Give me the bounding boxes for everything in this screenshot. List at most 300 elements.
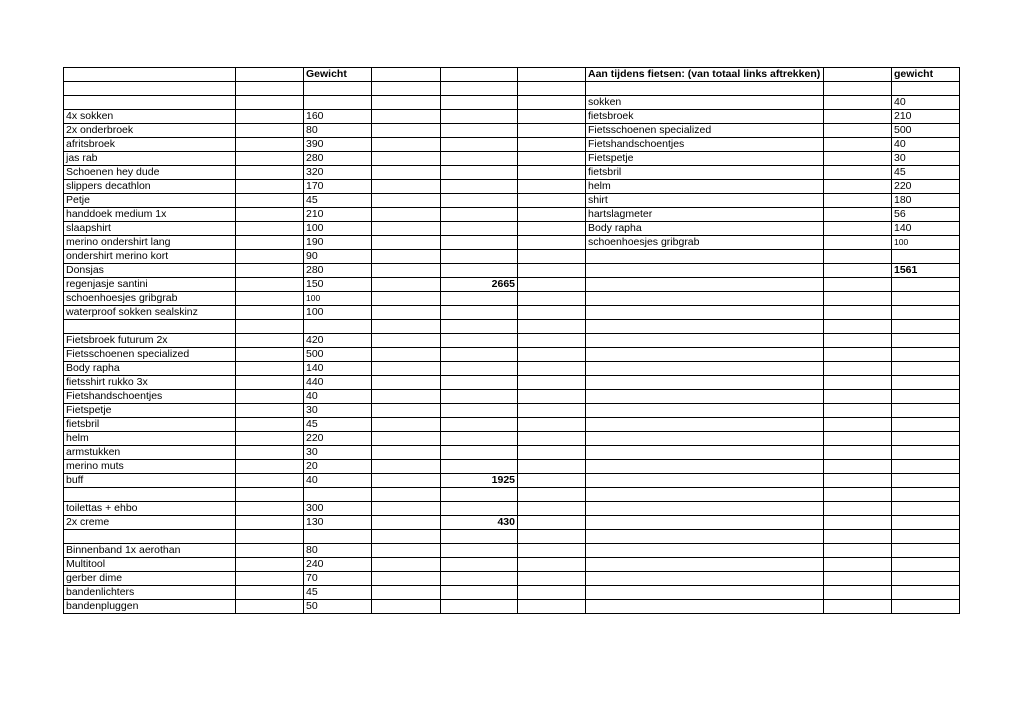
table-cell[interactable]	[236, 82, 304, 96]
table-cell[interactable]	[518, 474, 586, 488]
table-cell[interactable]	[372, 558, 441, 572]
table-cell[interactable]	[518, 250, 586, 264]
table-cell[interactable]: slippers decathlon	[64, 180, 236, 194]
table-cell[interactable]	[372, 110, 441, 124]
table-cell[interactable]: afritsbroek	[64, 138, 236, 152]
table-cell[interactable]: merino muts	[64, 460, 236, 474]
table-cell[interactable]	[441, 404, 518, 418]
table-cell[interactable]: Fietspetje	[64, 404, 236, 418]
table-cell[interactable]	[892, 306, 960, 320]
table-cell[interactable]: 40	[304, 390, 372, 404]
table-cell[interactable]	[236, 68, 304, 82]
table-cell[interactable]	[441, 418, 518, 432]
table-cell[interactable]: fietsbroek	[586, 110, 824, 124]
table-cell[interactable]	[586, 516, 824, 530]
table-cell[interactable]: 50	[304, 600, 372, 614]
table-cell[interactable]	[586, 264, 824, 278]
table-cell[interactable]	[518, 348, 586, 362]
table-cell[interactable]	[518, 460, 586, 474]
table-cell[interactable]: regenjasje santini	[64, 278, 236, 292]
table-cell[interactable]: 210	[304, 208, 372, 222]
table-cell[interactable]	[236, 278, 304, 292]
table-cell[interactable]: 1561	[892, 264, 960, 278]
table-cell[interactable]	[892, 474, 960, 488]
table-cell[interactable]	[372, 516, 441, 530]
table-cell[interactable]	[304, 96, 372, 110]
table-cell[interactable]	[824, 110, 892, 124]
table-cell[interactable]	[441, 334, 518, 348]
table-cell[interactable]	[586, 460, 824, 474]
table-cell[interactable]: Body rapha	[64, 362, 236, 376]
table-cell[interactable]	[518, 404, 586, 418]
table-cell[interactable]	[236, 166, 304, 180]
table-cell[interactable]	[236, 306, 304, 320]
table-cell[interactable]: 280	[304, 264, 372, 278]
table-cell[interactable]	[824, 96, 892, 110]
table-cell[interactable]	[586, 474, 824, 488]
table-cell[interactable]	[824, 306, 892, 320]
table-cell[interactable]	[518, 390, 586, 404]
table-cell[interactable]	[824, 124, 892, 138]
table-cell[interactable]	[236, 376, 304, 390]
table-cell[interactable]: helm	[586, 180, 824, 194]
table-cell[interactable]	[586, 586, 824, 600]
table-cell[interactable]	[236, 138, 304, 152]
table-cell[interactable]	[518, 180, 586, 194]
table-cell[interactable]	[892, 558, 960, 572]
table-cell[interactable]	[372, 488, 441, 502]
table-cell[interactable]	[372, 390, 441, 404]
table-cell[interactable]	[441, 236, 518, 250]
table-cell[interactable]	[892, 334, 960, 348]
table-cell[interactable]	[518, 600, 586, 614]
table-cell[interactable]	[236, 390, 304, 404]
table-cell[interactable]	[824, 82, 892, 96]
table-cell[interactable]	[824, 222, 892, 236]
table-cell[interactable]: shirt	[586, 194, 824, 208]
table-cell[interactable]	[236, 236, 304, 250]
table-cell[interactable]: Petje	[64, 194, 236, 208]
table-cell[interactable]	[372, 264, 441, 278]
table-cell[interactable]: 4x sokken	[64, 110, 236, 124]
table-cell[interactable]	[236, 110, 304, 124]
table-cell[interactable]	[236, 502, 304, 516]
table-cell[interactable]: Schoenen hey dude	[64, 166, 236, 180]
table-cell[interactable]	[586, 572, 824, 586]
table-cell[interactable]: fietsbril	[586, 166, 824, 180]
table-cell[interactable]	[441, 110, 518, 124]
table-cell[interactable]	[586, 404, 824, 418]
table-cell[interactable]: Fietshandschoentjes	[586, 138, 824, 152]
table-cell[interactable]	[824, 404, 892, 418]
table-cell[interactable]	[518, 82, 586, 96]
table-cell[interactable]	[824, 180, 892, 194]
table-cell[interactable]: hartslagmeter	[586, 208, 824, 222]
table-cell[interactable]: 80	[304, 544, 372, 558]
table-cell[interactable]	[441, 166, 518, 180]
table-cell[interactable]: 2665	[441, 278, 518, 292]
table-cell[interactable]	[236, 474, 304, 488]
table-cell[interactable]	[892, 418, 960, 432]
table-cell[interactable]	[824, 544, 892, 558]
table-cell[interactable]	[236, 320, 304, 334]
table-cell[interactable]	[518, 334, 586, 348]
table-cell[interactable]: merino ondershirt lang	[64, 236, 236, 250]
table-cell[interactable]	[824, 236, 892, 250]
table-cell[interactable]: Fietsschoenen specialized	[64, 348, 236, 362]
table-cell[interactable]: Multitool	[64, 558, 236, 572]
table-cell[interactable]: 390	[304, 138, 372, 152]
table-cell[interactable]	[518, 138, 586, 152]
table-cell[interactable]	[441, 446, 518, 460]
table-cell[interactable]	[64, 82, 236, 96]
table-cell[interactable]	[518, 320, 586, 334]
table-cell[interactable]	[824, 572, 892, 586]
table-cell[interactable]	[304, 488, 372, 502]
table-cell[interactable]	[518, 362, 586, 376]
table-cell[interactable]	[518, 558, 586, 572]
table-cell[interactable]	[372, 432, 441, 446]
table-cell[interactable]: helm	[64, 432, 236, 446]
table-cell[interactable]	[586, 306, 824, 320]
table-cell[interactable]	[824, 292, 892, 306]
table-cell[interactable]: 100	[304, 306, 372, 320]
table-cell[interactable]	[824, 68, 892, 82]
table-cell[interactable]	[441, 180, 518, 194]
table-cell[interactable]	[236, 572, 304, 586]
table-cell[interactable]: gewicht	[892, 68, 960, 82]
table-cell[interactable]	[372, 446, 441, 460]
table-cell[interactable]: 100	[304, 292, 372, 306]
table-cell[interactable]	[372, 96, 441, 110]
table-cell[interactable]	[236, 222, 304, 236]
table-cell[interactable]: Fietshandschoentjes	[64, 390, 236, 404]
table-cell[interactable]	[372, 236, 441, 250]
table-cell[interactable]	[586, 348, 824, 362]
table-cell[interactable]	[892, 376, 960, 390]
table-cell[interactable]	[518, 544, 586, 558]
table-cell[interactable]	[824, 250, 892, 264]
table-cell[interactable]	[824, 194, 892, 208]
table-cell[interactable]	[372, 180, 441, 194]
table-cell[interactable]: 70	[304, 572, 372, 586]
table-cell[interactable]	[892, 320, 960, 334]
table-cell[interactable]	[64, 68, 236, 82]
table-cell[interactable]	[892, 278, 960, 292]
table-cell[interactable]	[518, 530, 586, 544]
table-cell[interactable]	[824, 558, 892, 572]
table-cell[interactable]	[236, 404, 304, 418]
table-cell[interactable]	[372, 222, 441, 236]
table-cell[interactable]	[824, 152, 892, 166]
table-cell[interactable]	[824, 530, 892, 544]
table-cell[interactable]	[586, 558, 824, 572]
table-cell[interactable]	[892, 488, 960, 502]
table-cell[interactable]	[372, 82, 441, 96]
table-cell[interactable]	[824, 278, 892, 292]
table-cell[interactable]	[236, 334, 304, 348]
table-cell[interactable]: 170	[304, 180, 372, 194]
table-cell[interactable]	[441, 250, 518, 264]
table-cell[interactable]	[441, 600, 518, 614]
table-cell[interactable]	[372, 348, 441, 362]
table-cell[interactable]	[586, 544, 824, 558]
table-cell[interactable]	[236, 544, 304, 558]
table-cell[interactable]	[441, 460, 518, 474]
table-cell[interactable]	[518, 502, 586, 516]
table-cell[interactable]	[64, 488, 236, 502]
table-cell[interactable]: 100	[304, 222, 372, 236]
table-cell[interactable]: 500	[304, 348, 372, 362]
table-cell[interactable]	[372, 502, 441, 516]
table-cell[interactable]: Aan tijdens fietsen: (van totaal links aftrekken)	[586, 68, 824, 82]
table-cell[interactable]	[518, 222, 586, 236]
table-cell[interactable]	[824, 376, 892, 390]
table-cell[interactable]	[586, 502, 824, 516]
table-cell[interactable]: 320	[304, 166, 372, 180]
table-cell[interactable]	[236, 180, 304, 194]
table-cell[interactable]	[892, 460, 960, 474]
table-cell[interactable]	[236, 446, 304, 460]
table-cell[interactable]	[236, 96, 304, 110]
table-cell[interactable]	[518, 278, 586, 292]
table-cell[interactable]	[372, 124, 441, 138]
table-cell[interactable]	[372, 320, 441, 334]
table-cell[interactable]	[824, 334, 892, 348]
table-cell[interactable]	[236, 460, 304, 474]
table-cell[interactable]	[518, 418, 586, 432]
table-cell[interactable]	[586, 376, 824, 390]
table-cell[interactable]	[372, 600, 441, 614]
table-cell[interactable]	[236, 194, 304, 208]
table-cell[interactable]	[372, 138, 441, 152]
table-cell[interactable]	[441, 362, 518, 376]
table-cell[interactable]: 90	[304, 250, 372, 264]
table-cell[interactable]	[518, 208, 586, 222]
table-cell[interactable]	[824, 460, 892, 474]
table-cell[interactable]	[586, 446, 824, 460]
table-cell[interactable]	[518, 432, 586, 446]
table-cell[interactable]	[441, 376, 518, 390]
table-cell[interactable]	[892, 250, 960, 264]
table-cell[interactable]	[824, 516, 892, 530]
table-cell[interactable]	[372, 362, 441, 376]
table-cell[interactable]: Fietspetje	[586, 152, 824, 166]
table-cell[interactable]: 300	[304, 502, 372, 516]
table-cell[interactable]	[441, 222, 518, 236]
table-cell[interactable]	[824, 390, 892, 404]
table-cell[interactable]: 190	[304, 236, 372, 250]
table-cell[interactable]	[586, 488, 824, 502]
table-cell[interactable]	[372, 474, 441, 488]
table-cell[interactable]	[236, 530, 304, 544]
table-cell[interactable]	[824, 208, 892, 222]
table-cell[interactable]	[372, 208, 441, 222]
table-cell[interactable]	[441, 390, 518, 404]
table-cell[interactable]	[304, 320, 372, 334]
table-cell[interactable]: waterproof sokken sealskinz	[64, 306, 236, 320]
table-cell[interactable]	[586, 334, 824, 348]
table-cell[interactable]	[586, 418, 824, 432]
table-cell[interactable]: bandenpluggen	[64, 600, 236, 614]
table-cell[interactable]: 150	[304, 278, 372, 292]
table-cell[interactable]: 40	[304, 474, 372, 488]
table-cell[interactable]	[236, 558, 304, 572]
table-cell[interactable]	[372, 306, 441, 320]
table-cell[interactable]	[518, 264, 586, 278]
table-cell[interactable]	[824, 264, 892, 278]
table-cell[interactable]: handdoek medium 1x	[64, 208, 236, 222]
table-cell[interactable]	[236, 152, 304, 166]
table-cell[interactable]	[586, 530, 824, 544]
table-cell[interactable]: 210	[892, 110, 960, 124]
table-cell[interactable]	[518, 110, 586, 124]
table-cell[interactable]: jas rab	[64, 152, 236, 166]
table-cell[interactable]	[892, 82, 960, 96]
table-cell[interactable]: 80	[304, 124, 372, 138]
table-cell[interactable]	[586, 390, 824, 404]
table-cell[interactable]	[892, 390, 960, 404]
table-cell[interactable]	[236, 124, 304, 138]
table-cell[interactable]: 40	[892, 96, 960, 110]
table-cell[interactable]	[892, 544, 960, 558]
table-cell[interactable]	[892, 600, 960, 614]
table-cell[interactable]	[64, 320, 236, 334]
table-cell[interactable]: 30	[304, 404, 372, 418]
table-cell[interactable]	[304, 82, 372, 96]
table-cell[interactable]	[518, 488, 586, 502]
table-cell[interactable]	[441, 488, 518, 502]
table-cell[interactable]	[518, 194, 586, 208]
table-cell[interactable]	[892, 530, 960, 544]
table-cell[interactable]	[892, 432, 960, 446]
table-cell[interactable]	[236, 488, 304, 502]
table-cell[interactable]: Body rapha	[586, 222, 824, 236]
table-cell[interactable]	[441, 530, 518, 544]
table-cell[interactable]	[372, 334, 441, 348]
table-cell[interactable]	[372, 152, 441, 166]
table-cell[interactable]	[441, 124, 518, 138]
table-cell[interactable]: 280	[304, 152, 372, 166]
table-cell[interactable]	[441, 152, 518, 166]
table-cell[interactable]: 45	[304, 418, 372, 432]
table-cell[interactable]: 140	[304, 362, 372, 376]
table-cell[interactable]: Donsjas	[64, 264, 236, 278]
table-cell[interactable]: 420	[304, 334, 372, 348]
table-cell[interactable]: fietsbril	[64, 418, 236, 432]
table-cell[interactable]: 100	[892, 236, 960, 250]
table-cell[interactable]: gerber dime	[64, 572, 236, 586]
table-cell[interactable]: 130	[304, 516, 372, 530]
table-cell[interactable]	[236, 418, 304, 432]
table-cell[interactable]	[372, 586, 441, 600]
table-cell[interactable]: 45	[304, 194, 372, 208]
table-cell[interactable]	[518, 446, 586, 460]
table-cell[interactable]	[892, 572, 960, 586]
table-cell[interactable]	[372, 278, 441, 292]
table-cell[interactable]	[236, 348, 304, 362]
table-cell[interactable]: 56	[892, 208, 960, 222]
table-cell[interactable]	[236, 264, 304, 278]
table-cell[interactable]	[518, 124, 586, 138]
table-cell[interactable]	[892, 502, 960, 516]
table-cell[interactable]	[441, 68, 518, 82]
table-cell[interactable]	[586, 250, 824, 264]
table-cell[interactable]	[518, 586, 586, 600]
table-cell[interactable]	[236, 516, 304, 530]
table-cell[interactable]: 160	[304, 110, 372, 124]
table-cell[interactable]: fietsshirt rukko 3x	[64, 376, 236, 390]
table-cell[interactable]: sokken	[586, 96, 824, 110]
table-cell[interactable]: 240	[304, 558, 372, 572]
table-cell[interactable]: buff	[64, 474, 236, 488]
table-cell[interactable]	[586, 82, 824, 96]
table-cell[interactable]	[441, 96, 518, 110]
table-cell[interactable]	[304, 530, 372, 544]
table-cell[interactable]: toilettas + ehbo	[64, 502, 236, 516]
table-cell[interactable]	[824, 362, 892, 376]
table-cell[interactable]	[441, 306, 518, 320]
table-cell[interactable]: Fietsbroek futurum 2x	[64, 334, 236, 348]
table-cell[interactable]	[441, 292, 518, 306]
table-cell[interactable]: slaapshirt	[64, 222, 236, 236]
table-cell[interactable]	[892, 292, 960, 306]
table-cell[interactable]	[518, 166, 586, 180]
table-cell[interactable]: schoenhoesjes gribgrab	[64, 292, 236, 306]
table-cell[interactable]: Gewicht	[304, 68, 372, 82]
table-cell[interactable]	[236, 250, 304, 264]
table-cell[interactable]	[518, 152, 586, 166]
table-cell[interactable]	[518, 236, 586, 250]
table-cell[interactable]	[824, 432, 892, 446]
table-cell[interactable]	[441, 194, 518, 208]
table-cell[interactable]: 220	[304, 432, 372, 446]
table-cell[interactable]	[372, 530, 441, 544]
table-cell[interactable]	[64, 96, 236, 110]
table-cell[interactable]	[824, 488, 892, 502]
table-cell[interactable]	[586, 362, 824, 376]
table-cell[interactable]	[892, 404, 960, 418]
table-cell[interactable]	[372, 572, 441, 586]
table-cell[interactable]	[441, 572, 518, 586]
table-cell[interactable]	[518, 516, 586, 530]
table-cell[interactable]: 430	[441, 516, 518, 530]
table-cell[interactable]	[586, 600, 824, 614]
table-cell[interactable]	[441, 502, 518, 516]
table-cell[interactable]	[518, 572, 586, 586]
table-cell[interactable]	[441, 586, 518, 600]
table-cell[interactable]	[372, 418, 441, 432]
table-cell[interactable]	[824, 418, 892, 432]
table-cell[interactable]	[236, 362, 304, 376]
table-cell[interactable]	[824, 600, 892, 614]
table-cell[interactable]	[824, 474, 892, 488]
table-cell[interactable]	[518, 292, 586, 306]
table-cell[interactable]	[441, 544, 518, 558]
table-cell[interactable]: 30	[304, 446, 372, 460]
table-cell[interactable]	[441, 432, 518, 446]
table-cell[interactable]	[824, 502, 892, 516]
table-cell[interactable]	[441, 558, 518, 572]
table-cell[interactable]	[824, 138, 892, 152]
table-cell[interactable]	[236, 208, 304, 222]
table-cell[interactable]	[586, 278, 824, 292]
table-cell[interactable]	[441, 138, 518, 152]
table-cell[interactable]	[586, 292, 824, 306]
table-cell[interactable]: 45	[304, 586, 372, 600]
table-cell[interactable]	[441, 208, 518, 222]
table-cell[interactable]	[892, 348, 960, 362]
